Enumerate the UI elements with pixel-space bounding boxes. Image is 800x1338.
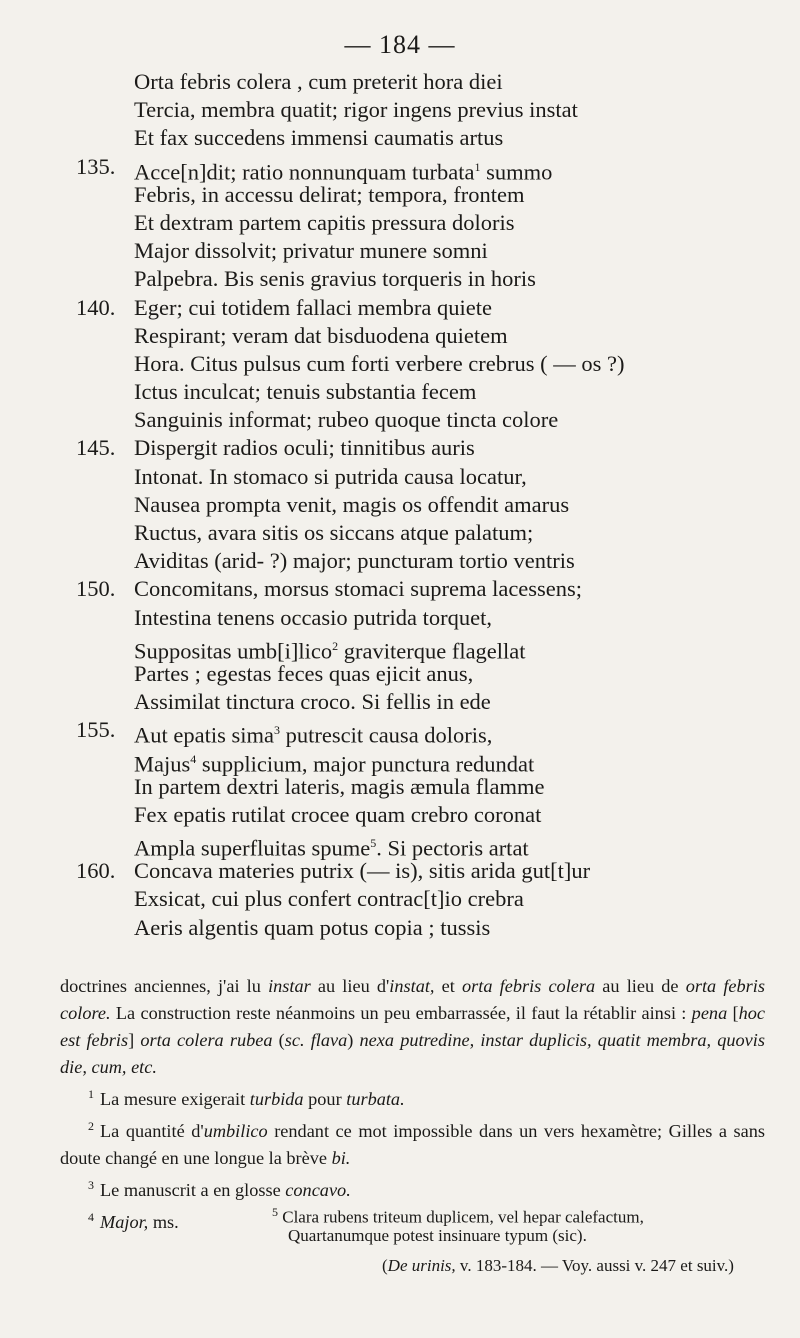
verse-text: Aeris algentis quam potus copia ; tussis [134, 914, 491, 940]
footnote-mark: 5 [272, 1205, 278, 1219]
verse-line [0, 378, 800, 406]
verse-line [0, 773, 800, 801]
verse-line [0, 181, 800, 209]
footnote-reference-mark: 2 [332, 638, 339, 653]
footnote-5-line-2: Quartanumque potest insinuare typum (sic). [288, 1226, 587, 1245]
verse-text: Exsicat, cui plus confert contrac[t]io crebra [134, 886, 524, 912]
footnote-reference-mark: 4 [190, 751, 197, 766]
verse-line [0, 547, 800, 575]
footnote-1: $^1$ La mesure exigerait turbida pour turbata. [88, 1087, 405, 1110]
verse-number: 145. [76, 435, 116, 461]
footnote-5-reference: (De urinis, v. 183-184. — Voy. aussi v. 247 et suiv.) [382, 1256, 734, 1275]
footnote-reference-mark: 1 [474, 159, 481, 174]
verse-text: Partes ; egestas feces quas ejicit anus, [134, 660, 474, 686]
verse-line [0, 491, 800, 519]
verse-line [0, 434, 800, 462]
verse-text: Respirant; veram dat bisduodena quietem [134, 322, 508, 348]
footnote-continuation: doctrines anciennes, j'ai lu instar au lieu d'instat, et orta febris colera au lieu de orta febris colore. La construction reste néanmoins un peu embarrassée, il faut la rétablir ainsi : pena [hoc est febris] orta colera rubea (sc. flava) nexa putredine, instar duplicis, quatit membra, quovis die, cum, etc. [60, 976, 765, 1077]
verse-line [0, 294, 800, 322]
verse-number: 135. [76, 153, 116, 179]
verse-line [0, 406, 800, 434]
verse-text: Aviditas (arid- ?) major; puncturam tortio ventris [134, 548, 575, 574]
footnote-reference-mark: 5 [370, 836, 377, 851]
verse-text: In partem dextri lateris, magis æmula flamme [134, 773, 545, 799]
verse-line [0, 885, 800, 913]
verse-text: Concomitans, morsus stomaci suprema lacessens; [134, 576, 583, 602]
footnote-2: $^2$ La quantité d'umbilico rendant ce mot impossible dans un vers hexamètre; Gilles a sans doute changé en une longue la brève bi. [60, 1119, 765, 1169]
verse-text: Eger; cui totidem fallaci membra quiete [134, 294, 492, 320]
verse-text: Acce[n]dit; ratio nonnunquam turbata$^1$ summo [134, 159, 553, 185]
verse-number: 155. [76, 717, 116, 743]
verse-line [0, 745, 800, 776]
verse-line [0, 209, 800, 237]
verse-line [0, 716, 800, 748]
verse-text: Aut epatis sima$^3$ putrescit causa doloris, [134, 722, 493, 748]
footnote-4: $^4$ Major, ms. [88, 1210, 179, 1233]
verse-text: Ictus inculcat; tenuis substantia fecem [134, 379, 477, 405]
verse-text: Tercia, membra quatit; rigor ingens previus instat [134, 97, 578, 123]
verse-text: Major dissolvit; privatur munere somni [134, 238, 488, 264]
verse-text: Ampla superfluitas spume$^5$. Si pectoris artat [134, 835, 529, 861]
verse-text: Assimilat tinctura croco. Si fellis in ede [134, 689, 491, 715]
verse-text: Et dextram partem capitis pressura doloris [134, 209, 515, 235]
verse-block [0, 68, 800, 942]
verse-text: Sanguinis informat; rubeo quoque tincta colore [134, 407, 559, 433]
verse-text: Majus$^4$ supplicium, major punctura redundat [134, 751, 535, 776]
verse-number: 160. [76, 858, 116, 884]
verse-line [0, 124, 800, 152]
verse-line [0, 632, 800, 664]
verse-line [0, 914, 800, 942]
verse-line [0, 519, 800, 547]
verse-text: Intestina tenens occasio putrida torquet, [134, 604, 493, 630]
footnote-reference-mark: 3 [273, 723, 280, 738]
verse-text: Et fax succedens immensi caumatis artus [134, 125, 504, 151]
verse-text: Concava materies putrix (— is), sitis arida gut[t]ur [134, 858, 591, 884]
verse-line [0, 604, 800, 632]
verse-line [0, 688, 800, 716]
verse-line [0, 350, 800, 378]
verse-line [0, 265, 800, 293]
footnote-3: $^3$ Le manuscrit a en glosse concavo. [88, 1178, 351, 1201]
verse-text: Fex epatis rutilat crocee quam crebro coronat [134, 801, 542, 827]
verse-line [0, 829, 800, 861]
footnote-5-line-1: $^5$ Clara rubens triteum duplicem, vel hepar calefactum, [272, 1205, 644, 1227]
verse-line [0, 322, 800, 350]
verse-text: Palpebra. Bis senis gravius torqueris in horis [134, 266, 536, 292]
footnote-mark: 4 [88, 1210, 94, 1225]
verse-text: Nausea prompta venit, magis os offendit amarus [134, 491, 570, 517]
verse-line [0, 575, 800, 603]
verse-line [0, 237, 800, 265]
verse-number: 140. [76, 294, 116, 320]
verse-line [0, 463, 800, 491]
verse-line [0, 660, 800, 688]
verse-text: Suppositas umb[i]lico$^2$ graviterque flagellat [134, 638, 526, 664]
footnote-mark: 1 [88, 1087, 94, 1101]
verse-text: Dispergit radios oculi; tinnitibus auris [134, 435, 475, 461]
footnotes [60, 973, 765, 1275]
verse-text: Hora. Citus pulsus cum forti verbere crebrus ( — os ?) [134, 350, 625, 376]
verse-line [0, 68, 800, 96]
verse-text: Ructus, avara sitis os siccans atque palatum; [134, 520, 534, 545]
verse-line [0, 801, 800, 829]
verse-text: Orta febris colera , cum preterit hora diei [134, 69, 503, 94]
footnote-mark: 2 [88, 1119, 94, 1134]
footnote-mark: 3 [88, 1178, 94, 1193]
verse-line [0, 857, 800, 885]
verse-text: Intonat. In stomaco si putrida causa locatur, [134, 463, 527, 489]
verse-line [0, 153, 800, 185]
verse-line [0, 96, 800, 124]
page-number: — 184 — [344, 30, 456, 59]
verse-number: 150. [76, 576, 116, 602]
verse-text: Febris, in accessu delirat; tempora, frontem [134, 181, 525, 207]
